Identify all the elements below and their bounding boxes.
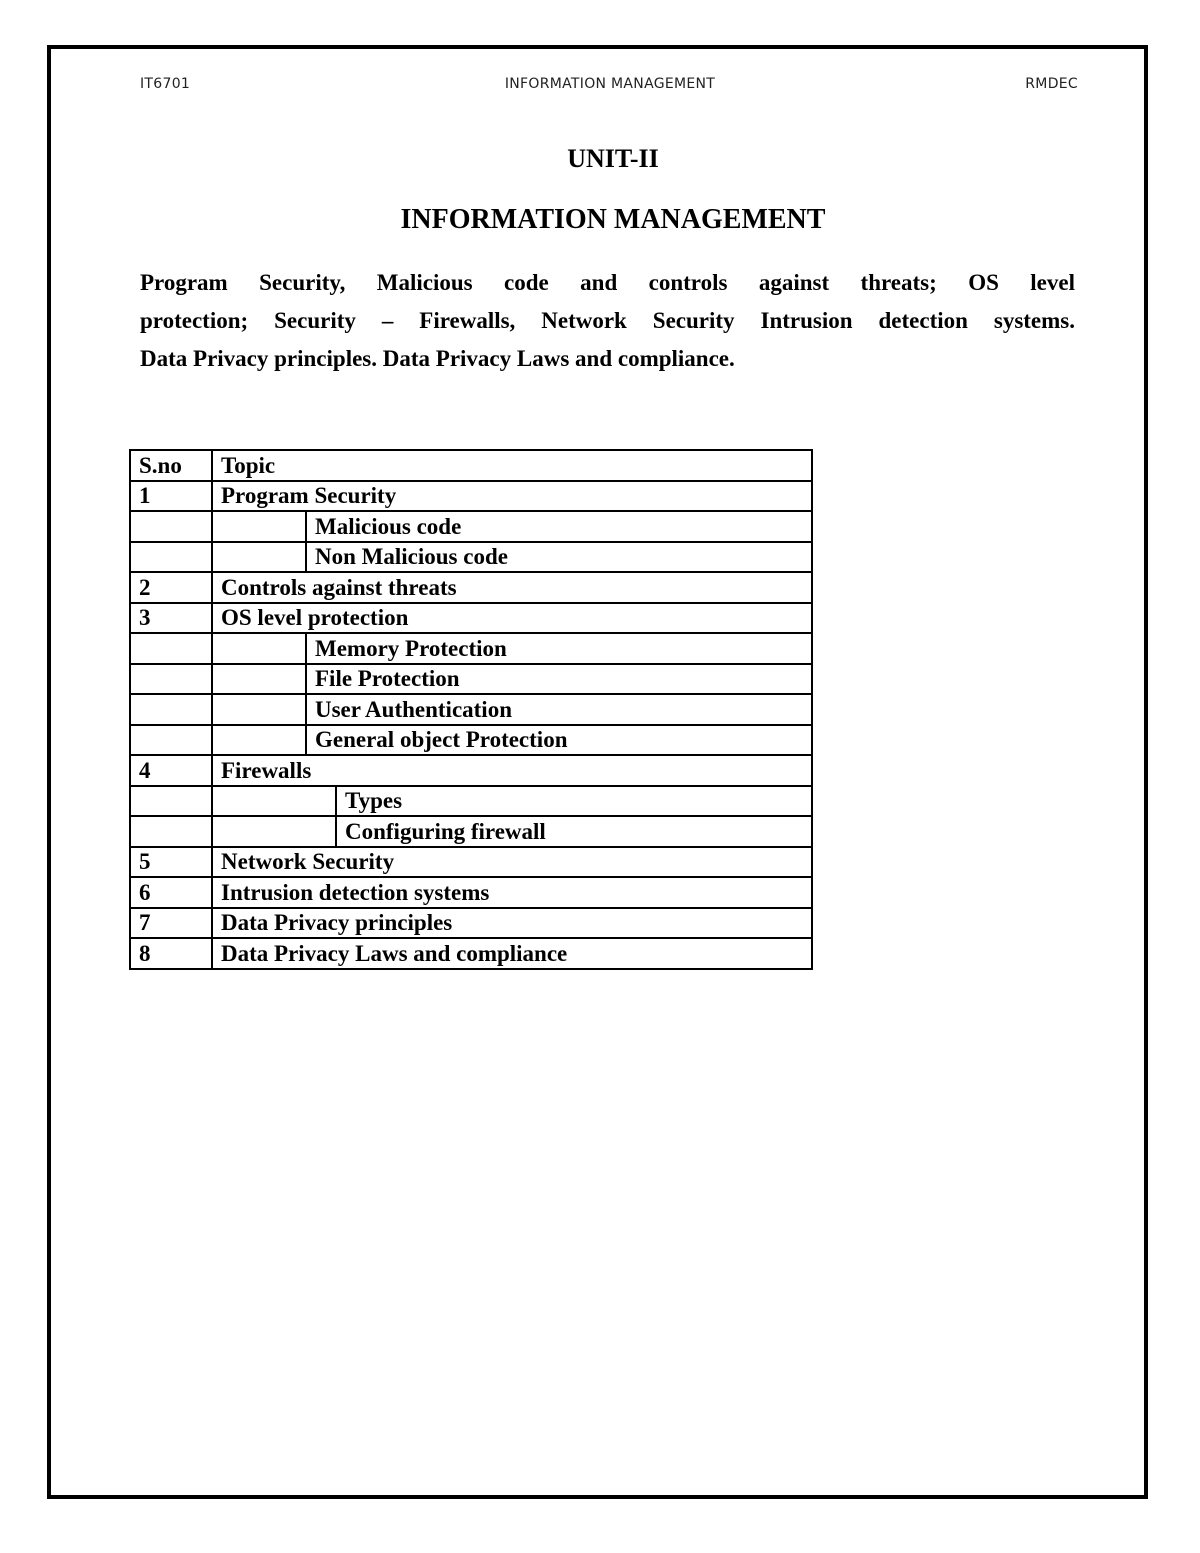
cell-sno [130, 633, 212, 664]
cell-topic: Network Security [212, 847, 812, 878]
cell-sno [130, 664, 212, 695]
cell-topic: Firewalls [212, 755, 812, 786]
cell-topic: Intrusion detection systems [212, 877, 812, 908]
table-row [130, 725, 812, 756]
syllabus-line: Program Security, Malicious code and controls against threats; OS level [140, 270, 1075, 295]
table-row [130, 481, 812, 512]
header-topic: Topic [212, 450, 812, 481]
cell-subtopic: General object Protection [306, 725, 812, 756]
header-course-title: INFORMATION MANAGEMENT [504, 76, 716, 92]
cell-sno [130, 816, 212, 847]
main-title: INFORMATION MANAGEMENT [400, 204, 826, 235]
cell-subtopic: File Protection [306, 664, 812, 695]
header-sno: S.no [130, 450, 212, 481]
cell-subtopic: Types [336, 786, 812, 817]
cell-indent [212, 542, 306, 573]
cell-sno: 6 [130, 877, 212, 908]
cell-indent [212, 694, 306, 725]
table-row [130, 603, 812, 634]
cell-sno [130, 511, 212, 542]
cell-sno: 4 [130, 755, 212, 786]
cell-subtopic: Non Malicious code [306, 542, 812, 573]
cell-sno: 1 [130, 481, 212, 512]
cell-sno: 2 [130, 572, 212, 603]
table-row [130, 511, 812, 542]
table-header-row [130, 450, 812, 481]
cell-sno: 8 [130, 938, 212, 969]
cell-topic: Data Privacy Laws and compliance [212, 938, 812, 969]
cell-topic: Data Privacy principles [212, 908, 812, 939]
cell-subtopic: Memory Protection [306, 633, 812, 664]
cell-subtopic: User Authentication [306, 694, 812, 725]
cell-subtopic: Malicious code [306, 511, 812, 542]
table-row [130, 542, 812, 573]
cell-indent [212, 664, 306, 695]
table-row [130, 633, 812, 664]
table-row [130, 847, 812, 878]
cell-subtopic: Configuring firewall [336, 816, 812, 847]
cell-sno [130, 694, 212, 725]
table-row [130, 694, 812, 725]
table-row [130, 877, 812, 908]
table-row [130, 938, 812, 969]
cell-sno [130, 725, 212, 756]
topics-table [129, 449, 813, 970]
cell-sno: 3 [130, 603, 212, 634]
cell-topic: OS level protection [212, 603, 812, 634]
cell-indent [212, 633, 306, 664]
header-institution: RMDEC [1025, 76, 1078, 92]
table-row [130, 816, 812, 847]
cell-sno [130, 786, 212, 817]
table-row [130, 664, 812, 695]
cell-sno: 7 [130, 908, 212, 939]
cell-indent [212, 725, 306, 756]
cell-indent [212, 511, 306, 542]
table-row [130, 755, 812, 786]
cell-indent [212, 816, 336, 847]
table-row [130, 786, 812, 817]
cell-sno: 5 [130, 847, 212, 878]
syllabus-line: protection; Security – Firewalls, Network Security Intrusion detection systems. [140, 308, 1075, 333]
syllabus-line: Data Privacy principles. Data Privacy Laws and compliance. [140, 346, 735, 371]
table-row [130, 572, 812, 603]
cell-indent [212, 786, 336, 817]
cell-topic: Controls against threats [212, 572, 812, 603]
syllabus-paragraph [140, 264, 1075, 378]
header-course-code: IT6701 [140, 76, 191, 92]
table-row [130, 908, 812, 939]
unit-title: UNIT-II [567, 144, 659, 173]
cell-sno [130, 542, 212, 573]
cell-topic: Program Security [212, 481, 812, 512]
